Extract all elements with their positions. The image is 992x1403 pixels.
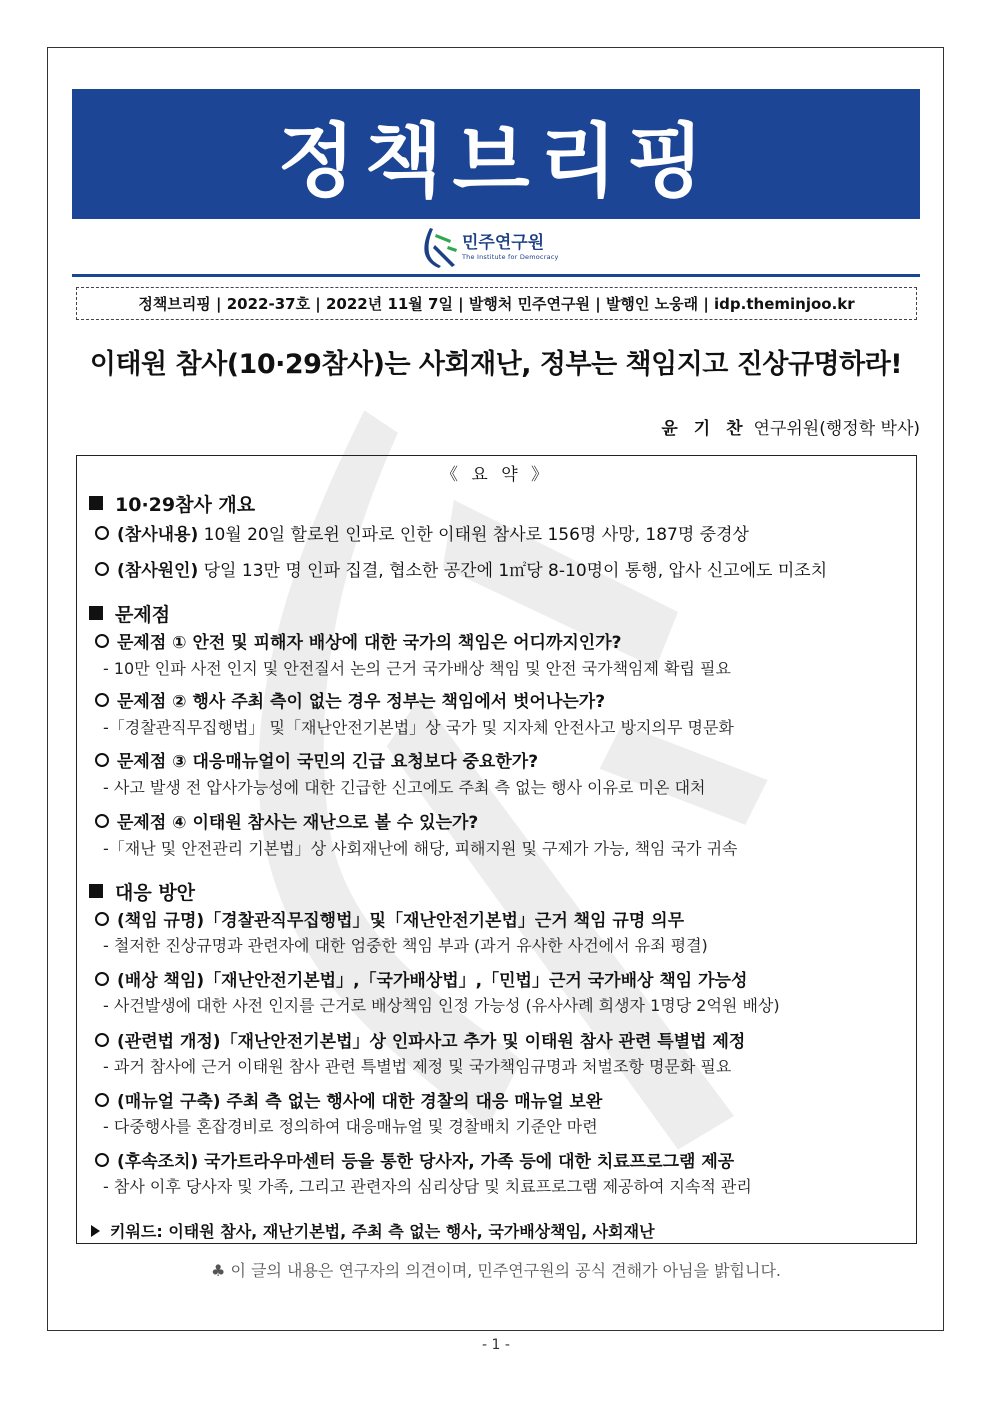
circle-bullet-icon — [95, 1093, 109, 1107]
circle-bullet-icon — [95, 1153, 109, 1167]
summary-subitem: -「경찰관직무집행법」 및「재난안전기본법」상 국가 및 지자체 안전사고 방지의무 명문화 — [103, 718, 734, 737]
summary-subitem: - 과거 참사에 근거 이태원 참사 관련 특별법 제정 및 국가책임규명과 처벌조항 명문화 필요 — [103, 1057, 732, 1076]
summary-bullet: (배상 책임)「재난안전기본법」,「국가배상법」,「민법」근거 국가배상 책임 가능성 — [95, 966, 747, 991]
summary-subitem: - 다중행사를 혼잡경비로 정의하여 대응매뉴얼 및 경찰배치 기준안 마련 — [103, 1117, 598, 1136]
summary-subitem: - 10만 인파 사전 인지 및 안전질서 논의 근거 국가배상 책임 및 안전 국가책임제 확립 필요 — [103, 659, 731, 678]
section-heading: 문제점 — [89, 600, 170, 627]
section-heading: 10·29참사 개요 — [89, 490, 255, 517]
circle-bullet-icon — [95, 753, 109, 767]
summary-subitem: - 사고 발생 전 압사가능성에 대한 긴급한 신고에도 주최 측 없는 행사 이유로 미온 대처 — [103, 778, 706, 797]
banner-title: 정책브리핑 — [277, 114, 715, 208]
logo-subtitle: The Institute for Democracy — [462, 252, 559, 261]
title-banner — [72, 89, 920, 219]
page-number: - 1 - — [482, 1337, 510, 1353]
disclaimer: ♣ 이 글의 내용은 연구자의 의견이며, 민주연구원의 공식 견해가 아님을 밝힙니다. — [211, 1261, 781, 1280]
institute-logo — [424, 225, 559, 269]
circle-bullet-icon — [95, 693, 109, 707]
summary-subitem: - 사건발생에 대한 사전 인지를 근거로 배상책임 인정 가능성 (유사사례 희생자 1명당 2억원 배상) — [103, 996, 780, 1015]
circle-bullet-icon — [95, 562, 109, 576]
summary-bullet: (참사원인) 당일 13만 명 인파 집결, 협소한 공간에 1㎡당 8-10명이 통행, 압사 신고에도 미조치 — [95, 556, 827, 581]
circle-bullet-icon — [95, 526, 109, 540]
summary-bullet: 문제점 ③ 대응매뉴얼이 국민의 긴급 요청보다 중요한가? — [95, 747, 538, 772]
circle-bullet-icon — [95, 912, 109, 926]
circle-bullet-icon — [95, 814, 109, 828]
summary-subitem: - 철저한 진상규명과 관련자에 대한 엄중한 책임 부과 (과거 유사한 사건에서 유죄 평결) — [103, 936, 708, 955]
keywords-line: 키워드: 이태원 참사, 재난기본법, 주최 측 없는 행사, 국가배상책임, 사회재난 — [91, 1219, 655, 1242]
summary-bullet: (참사내용) 10월 20일 할로윈 인파로 인한 이태원 참사로 156명 사망, 187명 중경상 — [95, 520, 749, 545]
publication-info-text: 정책브리핑 | 2022-37호 | 2022년 11월 7일 | 발행처 민주연구원 | 발행인 노웅래 | idp.theminjoo.kr — [138, 295, 855, 313]
summary-bullet: (후속조치) 국가트라우마센터 등을 통한 당사자, 가족 등에 대한 치료프로그램 제공 — [95, 1147, 734, 1172]
logo-name: 민주연구원 — [462, 232, 545, 253]
author-title: 연구위원(행정학 박사) — [753, 419, 920, 439]
triangle-bullet-icon — [91, 1225, 100, 1237]
summary-subitem: -「재난 및 안전관리 기본법」상 사회재난에 해당, 피해지원 및 구제가 가능, 책임 국가 귀속 — [103, 839, 738, 858]
summary-subitem: - 참사 이후 당사자 및 가족, 그리고 관련자의 심리상담 및 치료프로그램 제공하여 지속적 관리 — [103, 1177, 752, 1196]
headline: 이태원 참사(10·29참사)는 사회재난, 정부는 책임지고 진상규명하라! — [89, 349, 903, 380]
summary-bullet: 문제점 ① 안전 및 피해자 배상에 대한 국가의 책임은 어디까지인가? — [95, 628, 622, 653]
section-heading: 대응 방안 — [89, 878, 195, 905]
logo-mark-icon — [424, 226, 458, 268]
summary-bullet: (책임 규명)「경찰관직무집행법」및「재난안전기본법」근거 책임 규명 의무 — [95, 906, 684, 931]
publication-info-bar — [76, 287, 917, 320]
summary-bullet: 문제점 ② 행사 주최 측이 없는 경우 정부는 책임에서 벗어나는가? — [95, 687, 605, 712]
summary-title: 《 요 약 》 — [440, 465, 553, 485]
header-rule — [72, 274, 920, 277]
circle-bullet-icon — [95, 972, 109, 986]
summary-bullet: (관련법 개정)「재난안전기본법」상 인파사고 추가 및 이태원 참사 관련 특별법 제정 — [95, 1027, 745, 1052]
summary-box — [76, 455, 917, 1244]
summary-bullet: 문제점 ④ 이태원 참사는 재난으로 볼 수 있는가? — [95, 808, 478, 833]
circle-bullet-icon — [95, 1033, 109, 1047]
summary-bullet: (매뉴얼 구축) 주최 측 없는 행사에 대한 경찰의 대응 매뉴얼 보완 — [95, 1087, 602, 1112]
circle-bullet-icon — [95, 634, 109, 648]
author-name: 윤 기 찬 — [661, 419, 748, 439]
author-line — [661, 414, 920, 439]
